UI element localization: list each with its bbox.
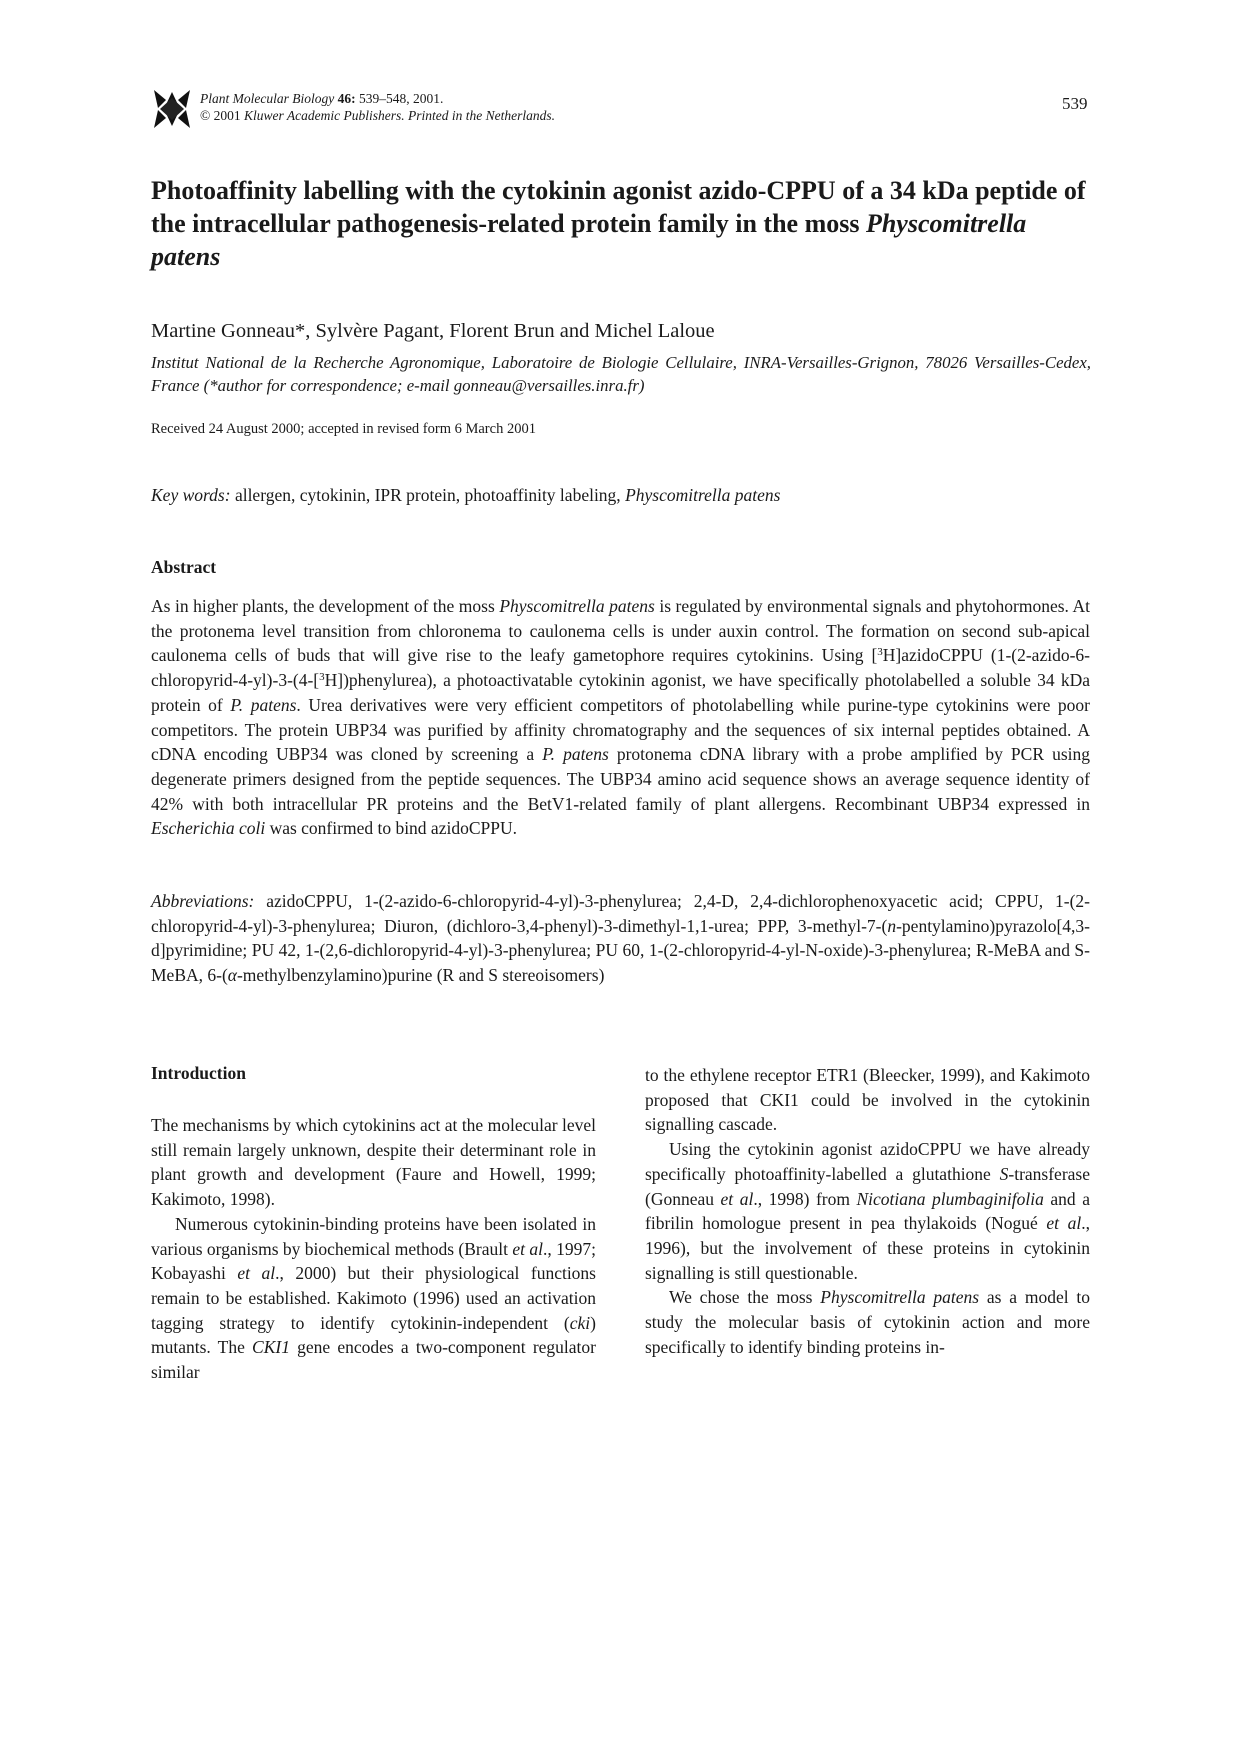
abbreviations-italic: α — [227, 964, 237, 985]
abstract-superscript: 3 — [877, 646, 883, 659]
paper-title — [151, 174, 1091, 273]
abstract-heading: Abstract — [151, 557, 217, 577]
abstract-text: protonema cDNA library with a probe amplified by PCR using degenerate primers designed from the peptide sequences. The UBP34 amino acid sequence shows an average sequence identity of 42% with both intracellular PR proteins and the BetV1-related family of plant allergens. Recombinant UBP34 expressed in — [151, 744, 1090, 814]
printed-location: Printed in the Netherlands. — [404, 108, 555, 123]
paragraph-text: ., 1996), but the involvement of these proteins in cytokinin signalling is still questionable. — [645, 1213, 1090, 1283]
paragraph — [645, 1285, 1090, 1359]
author-list: Martine Gonneau*, Sylvère Pagant, Florent Brun and Michel Laloue — [151, 320, 715, 342]
abstract-text: As in higher plants, the development of the moss — [151, 596, 500, 616]
paragraph-text: Using the cytokinin agonist azidoCPPU we have already specifically photoaffinity-labelled a glutathione — [645, 1139, 1090, 1184]
paragraph-italic: et al — [237, 1263, 276, 1284]
keywords — [151, 485, 780, 506]
paragraph-italic: et al — [512, 1238, 543, 1259]
paragraph: The mechanisms by which cytokinins act at the molecular level still remain largely unknown, despite their determinant role in plant growth and development (Faure and Howell, 1999; Kakimoto, 1998). — [151, 1115, 596, 1210]
paragraph-text: ., 1998) from — [753, 1188, 857, 1209]
copyright: © 2001 — [200, 108, 245, 123]
paragraph-italic: Nicotiana plumbaginifolia — [856, 1188, 1044, 1209]
keywords-label: Key words: — [151, 485, 231, 505]
abstract-italic: Escherichia coli — [151, 818, 266, 839]
page-number: 539 — [1062, 94, 1088, 113]
paragraph-text: -transferase (Gonneau — [645, 1163, 1090, 1209]
abbreviations-text: -pentylamino)pyrazolo[4,3-d]pyrimidine; PU 42, 1-(2,6-dichloropyrid-4-yl)-3-phenylurea; PU 60, 1-(2-chloropyrid-4-yl-N-oxide)-3-phenylurea; R-MeBA and S-MeBA, 6-( — [151, 915, 1090, 985]
paragraph-italic: et al — [1046, 1213, 1082, 1234]
body-column-right — [645, 1063, 1090, 1359]
introduction-heading: Introduction — [151, 1063, 246, 1083]
abstract-text: H]azidoCPPU (1-(2-azido-6-chloropyrid-4-yl)-3-(4-[ — [151, 645, 1090, 691]
paragraph-text: ., 2000) but their physiological functions remain to be established. Kakimoto (1996) used an activation tagging strategy to identify cytokinin-independent ( — [151, 1263, 596, 1333]
keywords-text: allergen, cytokinin, IPR protein, photoaffinity labeling, — [230, 485, 626, 505]
paragraph — [151, 1212, 596, 1385]
paragraph-text: as a model to study the molecular basis of cytokinin action and more specifically to identify binding proteins in- — [645, 1287, 1090, 1357]
paragraph-italic: et al — [720, 1188, 754, 1209]
paragraph-text: gene encodes a two-component regulator similar — [151, 1337, 596, 1383]
abstract-italic: Physcomitrella patens — [499, 596, 655, 616]
publisher-logo-icon — [152, 88, 192, 130]
abstract-text: was confirmed to bind azidoCPPU. — [265, 818, 517, 839]
abbreviations-label: Abbreviations: — [151, 891, 255, 911]
publisher: Kluwer Academic Publishers. — [244, 108, 405, 123]
journal-volume: 46: — [337, 91, 356, 106]
abbreviations-text: azidoCPPU, 1-(2-azido-6-chloropyrid-4-yl)-3-phenylurea; 2,4-D, 2,4-dichlorophenoxyacetic acid; CPPU, 1-(2-chloropyrid-4-yl)-3-phenylurea; Diuron, (dichloro-3,4-phenyl)-3-dimethyl-1,1-urea; PPP, 3-methyl-7-( — [151, 891, 1090, 936]
abstract-text: H])phenylurea), a photoactivatable cytokinin agonist, we have specifically photolabelled a soluble 34 kDa protein of — [151, 670, 1090, 715]
paragraph-text: and a fibrilin homologue present in pea thylakoids (Nogué — [645, 1188, 1090, 1234]
abstract-body — [151, 594, 1090, 841]
abstract-italic: P. patens — [542, 744, 609, 765]
paragraph — [645, 1137, 1090, 1285]
paragraph-text: ., 1997; Kobayashi — [151, 1238, 596, 1284]
paragraph-italic: S — [999, 1163, 1009, 1184]
journal-citation — [200, 90, 555, 124]
abbreviations-text: -methylbenzylamino)purine (R and S stereoisomers) — [236, 964, 605, 985]
journal-name: Plant Molecular Biology — [200, 91, 335, 106]
paragraph-italic: cki — [569, 1312, 591, 1333]
paragraph-italic: CKI1 — [252, 1337, 290, 1358]
keywords-species: Physcomitrella patens — [625, 485, 781, 505]
abstract-italic: P. patens — [230, 694, 297, 715]
received-date: Received 24 August 2000; accepted in revised form 6 March 2001 — [151, 421, 536, 437]
paragraph-text: ) mutants. The — [151, 1312, 596, 1358]
title-species: Physcomitrella patens — [151, 209, 1027, 271]
paragraph-text: Numerous cytokinin-binding proteins have been isolated in various organisms by biochemical methods (Brault — [151, 1213, 596, 1259]
abbreviations-italic: n — [887, 915, 897, 936]
abstract-superscript: 3 — [319, 671, 325, 684]
affiliation: Institut National de la Recherche Agronomique, Laboratoire de Biologie Cellulaire, INRA-Versailles-Grignon, 78026 Versailles-Cedex, France (*author for correspondence; e-mail gonneau@versailles.inra.fr) — [151, 353, 1091, 395]
title-text: Photoaffinity labelling with the cytokinin agonist azido-CPPU of a 34 kDa peptide of the intracellular pathogenesis-related protein family in the moss — [151, 176, 1086, 238]
paragraph: to the ethylene receptor ETR1 (Bleecker, 1999), and Kakimoto proposed that CKI1 could be involved in the cytokinin signalling cascade. — [645, 1065, 1090, 1135]
body-column-left — [151, 1113, 596, 1385]
abstract-text: . Urea derivatives were very efficient competitors of photolabelling while purine-type cytokinins were poor competitors. The protein UBP34 was purified by affinity chromatography and the sequences of six internal peptides obtained. A cDNA encoding UBP34 was cloned by screening a — [151, 694, 1090, 765]
paragraph-text: We chose the moss — [669, 1287, 821, 1308]
abbreviations — [151, 889, 1090, 987]
abstract-text: is regulated by environmental signals and phytohormones. At the protonema level transition from chloronema to caulonema cells is under auxin control. The formation on second sub-apical caulonema cells of buds that will give rise to the leafy gametophore requires cytokinins. Using [ — [151, 596, 1090, 666]
paragraph-italic: Physcomitrella patens — [820, 1287, 980, 1308]
journal-pages: 539–548, 2001. — [355, 91, 444, 106]
